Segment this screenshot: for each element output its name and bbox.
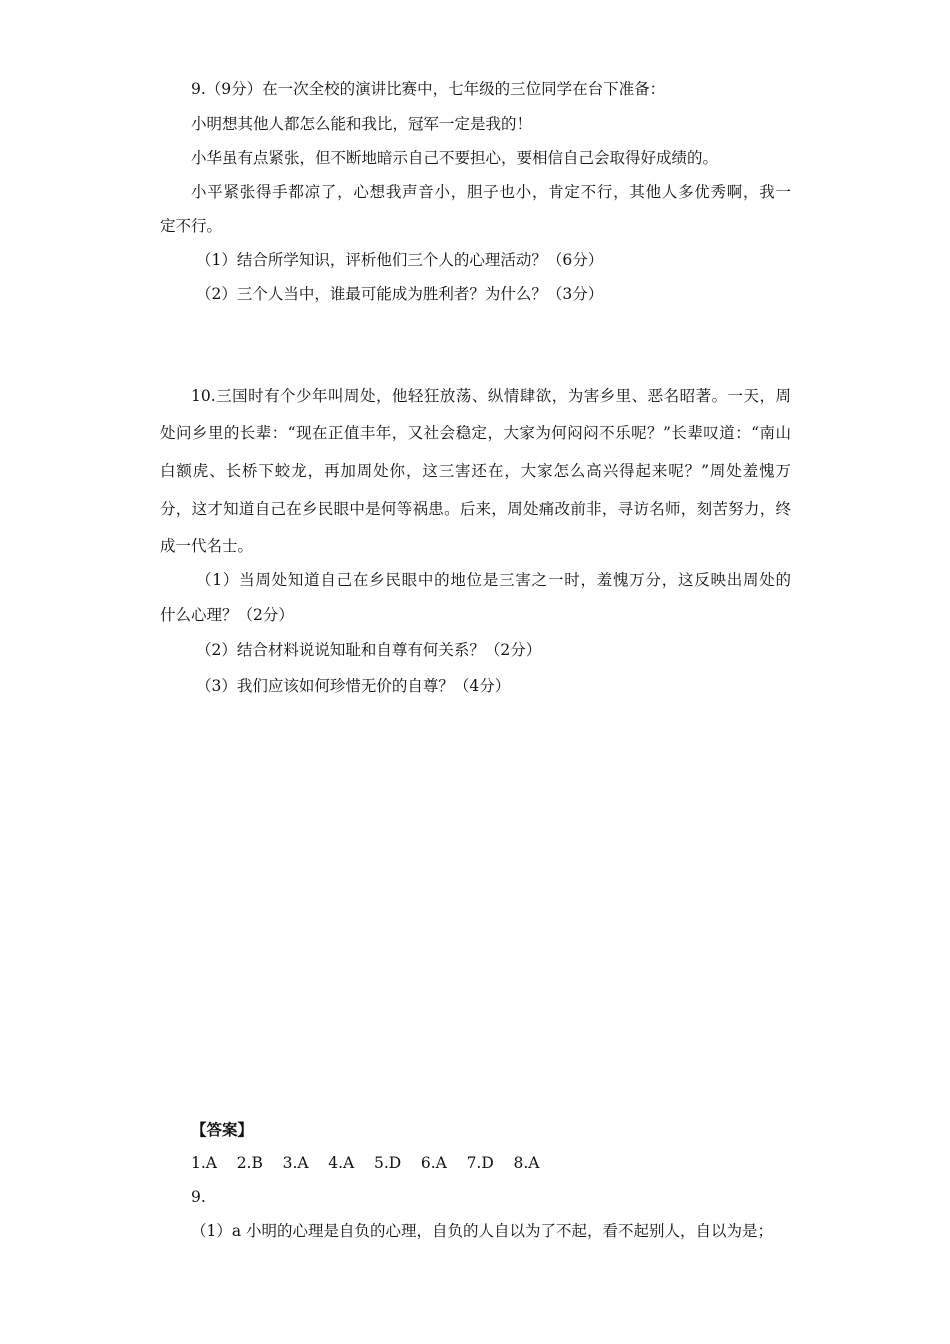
q10-passage-line1: 10.三国时有个少年叫周处，他轻狂放荡、纵情肆欲，为害乡里、恶名昭著。一天，周: [191, 387, 791, 405]
q10-subquestion-1-line2: 什么心理？（2分）: [160, 606, 294, 624]
q10-passage-line5: 成一代名士。: [160, 537, 254, 555]
q10-passage-line3: 白额虎、长桥下蛟龙，再加周处你，这三害还在，大家怎么高兴得起来呢？”周处羞愧万: [160, 462, 791, 480]
q10-subquestion-3: （3）我们应该如何珍惜无价的自尊？（4分）: [196, 677, 511, 695]
q9-stem: 9.（9分）在一次全校的演讲比赛中，七年级的三位同学在台下准备：: [191, 80, 666, 98]
answers-q9-label: 9.: [191, 1188, 206, 1206]
q10-passage-line4: 分，这才知道自己在乡民眼中是何等祸患。后来，周处痛改前非，寻访名师，刻苦努力，终: [160, 500, 791, 518]
answers-heading: 【答案】: [191, 1120, 254, 1139]
q10-subquestion-1-line1: （1）当周处知道自己在乡民眼中的地位是三害之一时，羞愧万分，这反映出周处的: [196, 571, 791, 589]
q9-hua-text: 小华虽有点紧张，但不断地暗示自己不要担心，要相信自己会取得好成绩的。: [191, 149, 719, 167]
q9-ming-text: 小明想其他人都怎么能和我比，冠军一定是我的！: [191, 115, 533, 133]
q10-passage-line2: 处问乡里的长辈：“现在正值丰年，又社会稳定，大家为何闷闷不乐呢？”长辈叹道：“南山: [160, 424, 791, 442]
q9-ping-text-line2: 定不行。: [160, 217, 223, 235]
q9-subquestion-1: （1）结合所学知识，评析他们三个人的心理活动？（6分）: [196, 251, 604, 269]
answers-q9-item-1: （1）a 小明的心理是自负的心理，自负的人自以为了不起，看不起别人，自以为是；: [191, 1222, 774, 1240]
answers-choices: 1.A 2.B 3.A 4.A 5.D 6.A 7.D 8.A: [191, 1154, 540, 1172]
q9-ping-text-line1: 小平紧张得手都凉了，心想我声音小，胆子也小，肯定不行，其他人多优秀啊，我一: [191, 183, 791, 201]
q9-subquestion-2: （2）三个人当中，谁最可能成为胜利者？为什么？（3分）: [196, 285, 604, 303]
q10-subquestion-2: （2）结合材料说说知耻和自尊有何关系？（2分）: [196, 641, 542, 659]
